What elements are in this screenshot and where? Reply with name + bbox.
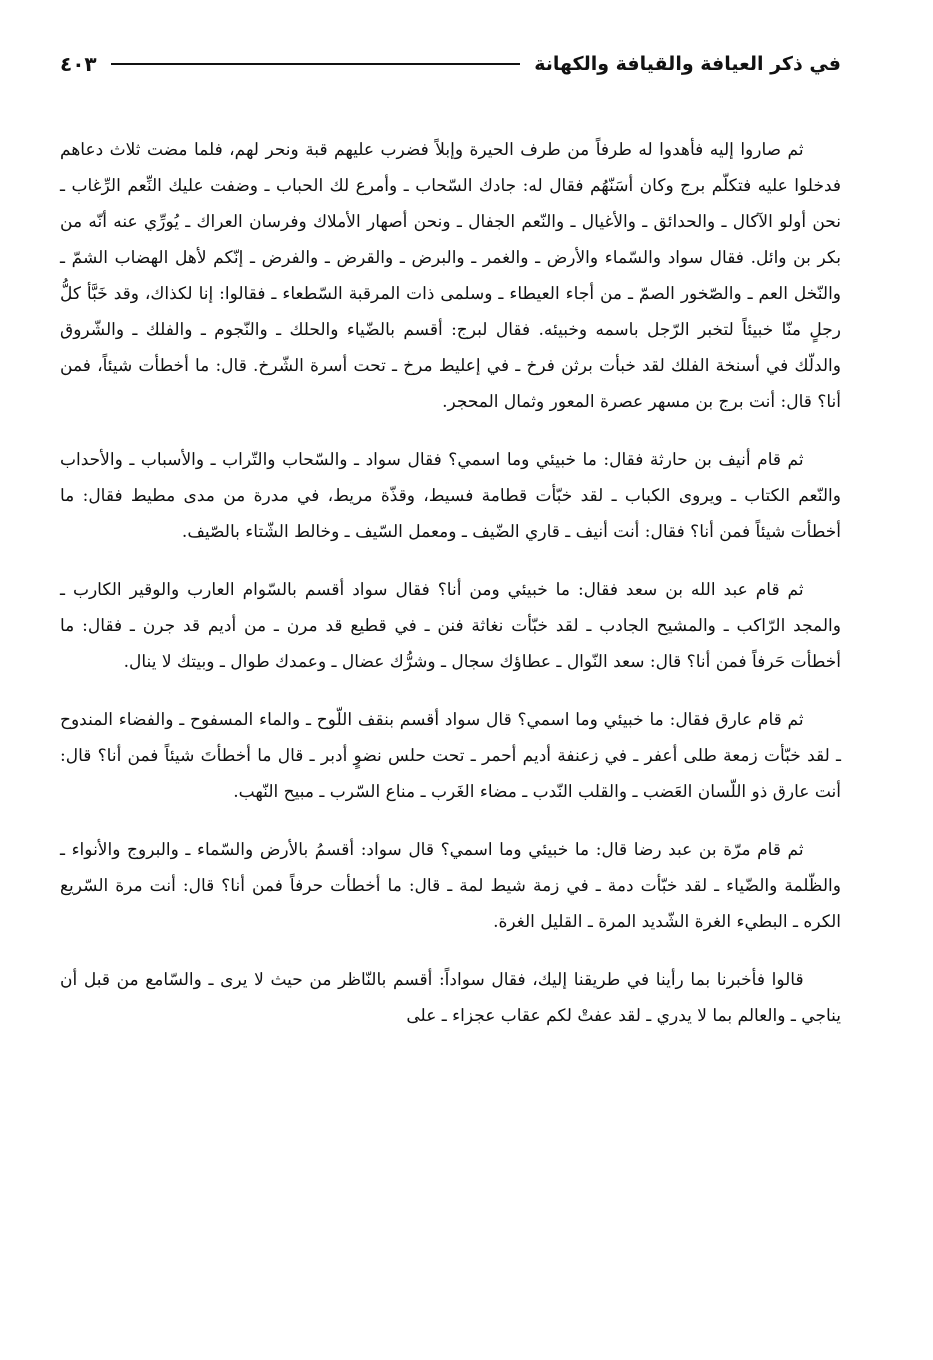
header-rule: [111, 63, 521, 65]
paragraph-6: قالوا فأخبرنا بما رأينا في طريقنا إليك، فقال سواداً: أقسم بالنّاظر من حيث لا يرى ـ والسّامع من قبل أن يناجي ـ والعالم بما لا يدري ـ لقد عفتْ لكم عقاب عجزاء ـ على: [60, 970, 841, 1026]
book-page: [60, 40, 841, 1360]
running-header: [60, 40, 841, 88]
paragraph-4: ثم قام عارق فقال: ما خبيئي وما اسمي؟ قال سواد أقسم بنقف اللّوح ـ والماء المسفوح ـ والفضاء المندوح ـ لقد خبّأت زمعة طلى أعفر ـ في زعنفة أديم أحمر ـ تحت حلس نضوٍ أدبر ـ قال ما أخطأتَ شيئاً فمن أنا؟ قال: أنت عارق ذو اللّسان العَضب ـ والقلب النّدب ـ مضاء الغَرب ـ مناع السّرب ـ مبيح النّهب.: [60, 710, 841, 802]
paragraph-2: ثم قام أنيف بن حارثة فقال: ما خبيئي وما اسمي؟ فقال سواد ـ والسّحاب والتّراب ـ والأسباب ـ والأحداب والنّعم الكتاب ـ ويروى الكباب ـ لقد خبّأت قطامة فسيط، وقذّة مريط، في مدرة من مدى مطيط فقال: ما أخطأت شيئاً فمن أنا؟ فقال: أنت أنيف ـ قاري الضّيف ـ ومعمل السّيف ـ وخالط الشّتاء بالصّيف.: [60, 450, 841, 542]
paragraph-1: ثم صاروا إليه فأهدوا له طرفاً من طرف الحيرة وإبلاً فضرب عليهم قبة ونحر لهم، فلما مضت ثلاث دعاهم فدخلوا عليه فتكلّم برج وكان أسَنّهُم فقال له: جادك السّحاب ـ وأمرع لك الحباب ـ وضفت عليك النِّعم الرِّغاب ـ نحن أولو الآكال ـ والحدائق ـ والأغيال ـ والنّعم الجفال ـ ونحن أصهار الأملاك وفرسان العراك ـ يُورِّي عنه أنّه من بكر بن وائل. فقال سواد والسّماء والأرض ـ والغمر ـ والبرض ـ والقرض ـ والفرض ـ إنّكم لأهل الهضاب الشمّ ـ والنّخل العم ـ والصّخور الصمّ ـ من أجاء العيطاء ـ وسلمى ذات المرقبة السّطعاء ـ فقالوا: إنا لكذاك، وقد خَبَّأ كلُّ رجلٍ منّا خبيئاً لتخبر الرّجل باسمه وخبيئه. فقال لبرج: أقسم بالضّياء والحلك ـ والنّجوم ـ والفلك ـ والشّروق والدلّك في أسنخة الفلك لقد خبأت برثن فرخ ـ في إعليط مرخ ـ تحت أسرة الشّرخ. قال: ما أخطأت شيئاً، فمن أنا؟ قال: أنت برج بن مسهر عصرة المعور وثمال المحجر.: [60, 140, 842, 412]
body-text: [60, 132, 841, 1034]
header-title: في ذكر العيافة والقيافة والكهانة: [534, 53, 841, 75]
paragraph-5: ثم قام مرّة بن عبد رضا قال: ما خبيئي وما اسمي؟ قال سواد: أقسمُ بالأرض والسّماء ـ والبروج والأنواء ـ والظّلمة والضّياء ـ لقد خبّأت دمة ـ في زمة شيط لمة ـ قال: ما أخطأت حرفاً فمن أنا؟ قال: أنت مرة السّريع الكره ـ البطيء الغرة الشّديد المرة ـ القليل الغرة.: [60, 840, 841, 932]
page-number: ٤٠٣: [60, 52, 97, 76]
paragraph-3: ثم قام عبد الله بن سعد فقال: ما خبيئي ومن أنا؟ فقال سواد أقسم بالسّوام العارب والوقير الكارب ـ والمجد الرّاكب ـ والمشيح الجادب ـ لقد خبّأت نغاثة فنن ـ في قطيع قد مرن ـ من أديم قد جرن ـ فقال: ما أخطأت حَرفاً فمن أنا؟ قال: سعد النّوال ـ عطاؤك سجال ـ وشرُّك عضال ـ وعمدك طوال ـ وبيتك لا ينال.: [60, 580, 841, 672]
